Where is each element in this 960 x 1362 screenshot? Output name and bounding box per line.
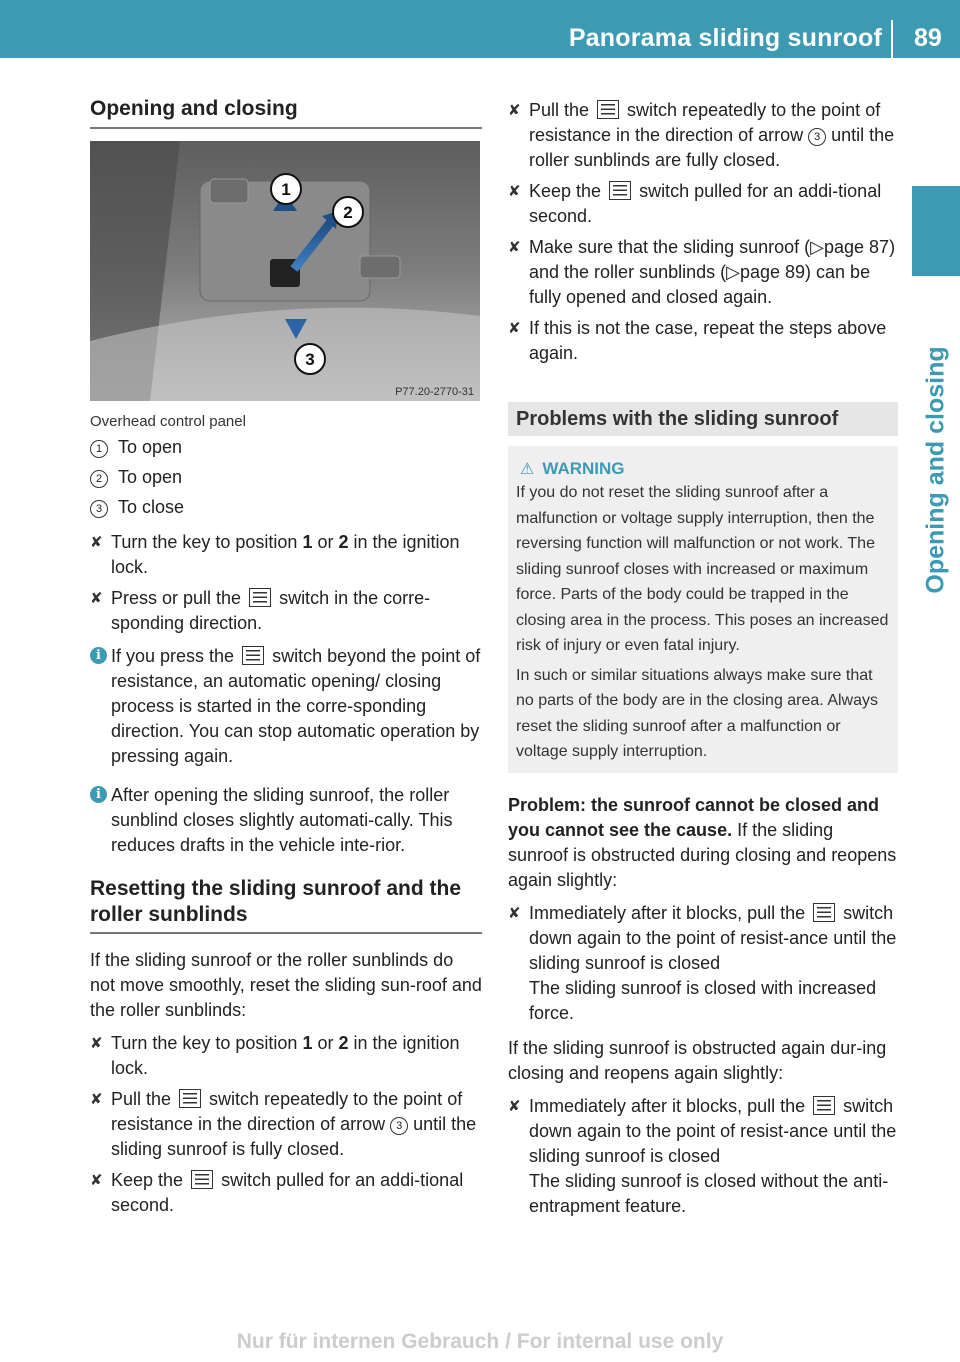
- instruction-step: ✘ Pull the switch repeatedly to the point of resistance in the direction of arrow 3 until the roller sunblinds are fully closed.: [508, 100, 895, 170]
- legend-list: [90, 432, 482, 522]
- legend-item: 1 To open: [90, 432, 482, 462]
- right-column: [508, 98, 898, 1219]
- switch-icon: [813, 903, 835, 922]
- left-column: [90, 96, 482, 1218]
- page-number: 89: [914, 24, 942, 52]
- instruction-step: ✘ Press or pull the switch in the corre-sponding direction.: [90, 588, 431, 633]
- info-note: i If you press the switch beyond the point of resistance, an automatic opening/ closing process is started in the corre-sponding direction. You can stop automatic operation by pressing again.: [90, 644, 482, 769]
- figure-callout-1: [271, 174, 301, 204]
- switch-icon: [179, 1089, 201, 1108]
- problems-heading: Problems with the sliding sunroof: [508, 402, 898, 436]
- legend-item: 3 To close: [90, 492, 482, 522]
- warning-triangle-icon: ⚠: [520, 461, 535, 478]
- step-result: The sliding sunroof is closed without the anti-entrapment feature.: [529, 1170, 889, 1216]
- svg-text:2: 2: [343, 203, 353, 222]
- info-icon: i: [90, 647, 107, 664]
- legend-item: 2 To open: [90, 462, 482, 492]
- switch-icon: [191, 1170, 213, 1189]
- instruction-step: ✘ Make sure that the sliding sunroof (▷page 87) and the roller sunblinds (▷page 89) can be fully opened and closed again.: [508, 237, 896, 307]
- instruction-step: ✘ Turn the key to position 1 or 2 in the ignition lock.: [90, 1033, 460, 1078]
- svg-text:3: 3: [305, 350, 315, 369]
- instruction-step: ✘ If this is not the case, repeat the steps above again.: [508, 318, 887, 363]
- header-divider: [891, 20, 893, 58]
- switch-icon: [609, 181, 631, 200]
- warning-text: In such or similar situations always make sure that no parts of the body are in the closing area. Always reset the sliding sunroof after a malfunction or voltage supply interruption.: [516, 666, 878, 760]
- switch-icon: [597, 100, 619, 119]
- instruction-step: ✘ Keep the switch pulled for an addi-tional second.: [90, 1170, 464, 1215]
- footer-watermark: Nur für internen Gebrauch / For internal use only: [236, 1330, 724, 1353]
- page-ref-icon: ▷: [726, 262, 740, 282]
- warning-box: ⚠ WARNING If you do not reset the sliding sunroof after a malfunction or voltage supply interruption, then the reversing function will malfunction or not work. The sliding sunroof closes with increased or maximum force. Parts of the body could be trapped in the closing area in the process. This poses an increased risk of injury or even fatal injury. In such or similar situations always make sure that no parts of the body are in the closing area. Always reset the sliding sunroof after a malfunction or voltage supply interruption.: [508, 446, 898, 773]
- switch-icon: [813, 1096, 835, 1115]
- figure-callout-3: [295, 344, 325, 374]
- section-heading-opening-closing: Opening and closing: [90, 96, 482, 129]
- instruction-step: ✘ Pull the switch repeatedly to the point of resistance in the direction of arrow 3 until the sliding sunroof is fully closed.: [90, 1089, 477, 1159]
- instruction-step: ✘ Turn the key to position 1 or 2 in the ignition lock.: [90, 532, 460, 577]
- instruction-step: ✘ Keep the switch pulled for an addi-tional second.: [508, 181, 882, 226]
- overhead-control-panel-figure: [90, 141, 480, 401]
- warning-text: If you do not reset the sliding sunroof after a malfunction or voltage supply interruption, then the reversing function will malfunction or not work. The sliding sunroof closes with increased or maximum force. Parts of the body could be trapped in the closing area in the process. This poses an increased risk of injury or even fatal injury.: [516, 484, 889, 654]
- figure-caption: Overhead control panel: [90, 413, 246, 430]
- switch-icon: [242, 646, 264, 665]
- info-note: i After opening the sliding sunroof, the roller sunblind closes slightly automati-cally. This reduces drafts in the vehicle inte-rior.: [90, 783, 482, 858]
- side-tab-marker: [912, 186, 960, 276]
- figure-callout-2: [333, 197, 363, 227]
- instruction-step: ✘ Immediately after it blocks, pull the switch down again to the point of resist-ance until the sliding sunroof is closed The sliding sunroof is closed with increased force.: [508, 901, 898, 1026]
- figure-code: P77.20-2770-31: [395, 386, 474, 398]
- section-heading-resetting: Resetting the sliding sunroof and the roller sunblinds: [90, 876, 482, 934]
- svg-text:1: 1: [281, 180, 291, 199]
- paragraph: If the sliding sunroof is obstructed again dur-ing closing and reopens again slightly:: [508, 1037, 887, 1083]
- page-ref-icon: ▷: [810, 237, 824, 257]
- paragraph: If the sliding sunroof or the roller sunblinds do not move smoothly, reset the sliding sun-roof and the roller sunblinds:: [90, 950, 482, 1020]
- page-title: Panorama sliding sunroof: [568, 24, 882, 52]
- step-result: The sliding sunroof is closed with increased force.: [529, 977, 877, 1023]
- problem-paragraph: Problem: the sunroof cannot be closed and you cannot see the cause. If the sliding sunroof is obstructed during closing and reopens again slightly:: [508, 794, 897, 890]
- side-tab-label: Opening and closing: [921, 346, 950, 594]
- instruction-step: ✘ Immediately after it blocks, pull the switch down again to the point of resist-ance until the sliding sunroof is closed The sliding sunroof is closed without the anti-entrapment feature.: [508, 1094, 898, 1219]
- switch-icon: [249, 588, 271, 607]
- info-icon: i: [90, 786, 107, 803]
